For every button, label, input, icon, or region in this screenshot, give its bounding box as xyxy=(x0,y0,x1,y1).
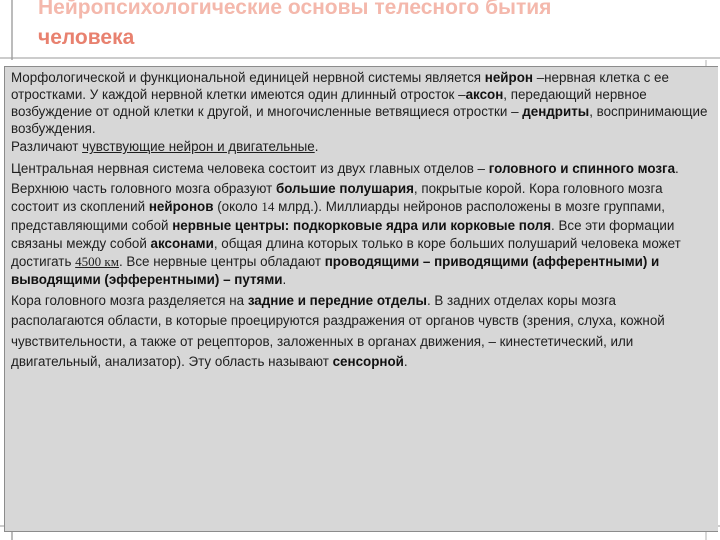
text: . xyxy=(675,161,679,176)
title-line-1: Нейропсихологические основы телесного бытия xyxy=(38,0,552,19)
term-axons: аксонами xyxy=(150,235,214,251)
term-axon: аксон xyxy=(465,87,504,102)
paragraph-neuron xyxy=(11,69,712,137)
number-14: 14 xyxy=(261,199,275,215)
term-sensory: сенсорной xyxy=(332,354,404,370)
title-line-2: человека xyxy=(38,26,135,49)
text: . Все нервные центры обладают xyxy=(118,254,325,270)
paragraph-cortex xyxy=(11,180,712,290)
term-departments: задние и передние отделы xyxy=(247,292,427,308)
term-neurons: нейронов xyxy=(148,199,214,215)
term-dendrites: дендриты xyxy=(522,104,590,119)
term-brain: головного и спинного мозга xyxy=(488,161,676,176)
text: млрд.). Миллиарды нейронов расположены в мозге группами, представляющими собой xyxy=(11,199,665,233)
term-nerve-centers: нервные центры: подкорковые ядра или корковые поля xyxy=(172,217,552,233)
text: . В задних отделах коры мозга располагаются области, в которые проецируются раздражения от органов чувств (зрения, слуха, кожной чувствительности, а также от рецепторов, заложенных в органах движения, – кинестетический, или двигательный, анализатор). Эту область называют xyxy=(11,292,665,370)
text: . Все эти формации связаны между собой xyxy=(11,217,675,251)
paragraph-sensory xyxy=(11,291,712,373)
text: Морфологической и функциональной единицей нервной системы является xyxy=(11,70,485,85)
content-panel xyxy=(4,66,718,532)
term-neuron: нейрон xyxy=(484,70,533,85)
text: . xyxy=(282,272,287,288)
text: Центральная нервная система человека состоит из двух главных отделов – xyxy=(11,161,489,176)
text: , воспринимающие возбуждения. xyxy=(11,104,708,136)
text: . xyxy=(314,139,319,154)
text: , покрытые корой. Кора головного мозга состоит из скоплений xyxy=(11,181,663,215)
text: . xyxy=(403,354,408,370)
term-afferent: проводящими – приводящими (афферентными) и xyxy=(324,254,660,270)
text: , общая длина которых только в коре больших полушарий человека может достигать xyxy=(11,235,681,270)
underlined-types: чувствующие нейрон и двигательные xyxy=(82,139,315,154)
text: Кора головного мозга разделяется на xyxy=(11,292,248,308)
text: –нервная клетка с ее отростками. У каждой нервной клетки имеются один длинный отросток – xyxy=(11,70,669,102)
paragraph-types xyxy=(11,137,712,157)
text: Верхнюю часть головного мозга образуют xyxy=(11,181,276,196)
term-hemispheres: большие полушария xyxy=(275,181,414,196)
term-efferent: выводящими (эфферентными) – путями xyxy=(11,272,283,288)
slide-title xyxy=(38,0,708,54)
text: , передающий нервное возбуждение от одной клетки к другой, и многочисленные ветвящиеся отростки – xyxy=(11,87,647,119)
text: (около xyxy=(213,199,262,215)
length-4500km: 4500 км xyxy=(75,254,119,270)
text: Различают xyxy=(11,139,83,154)
paragraph-cns xyxy=(11,160,712,177)
